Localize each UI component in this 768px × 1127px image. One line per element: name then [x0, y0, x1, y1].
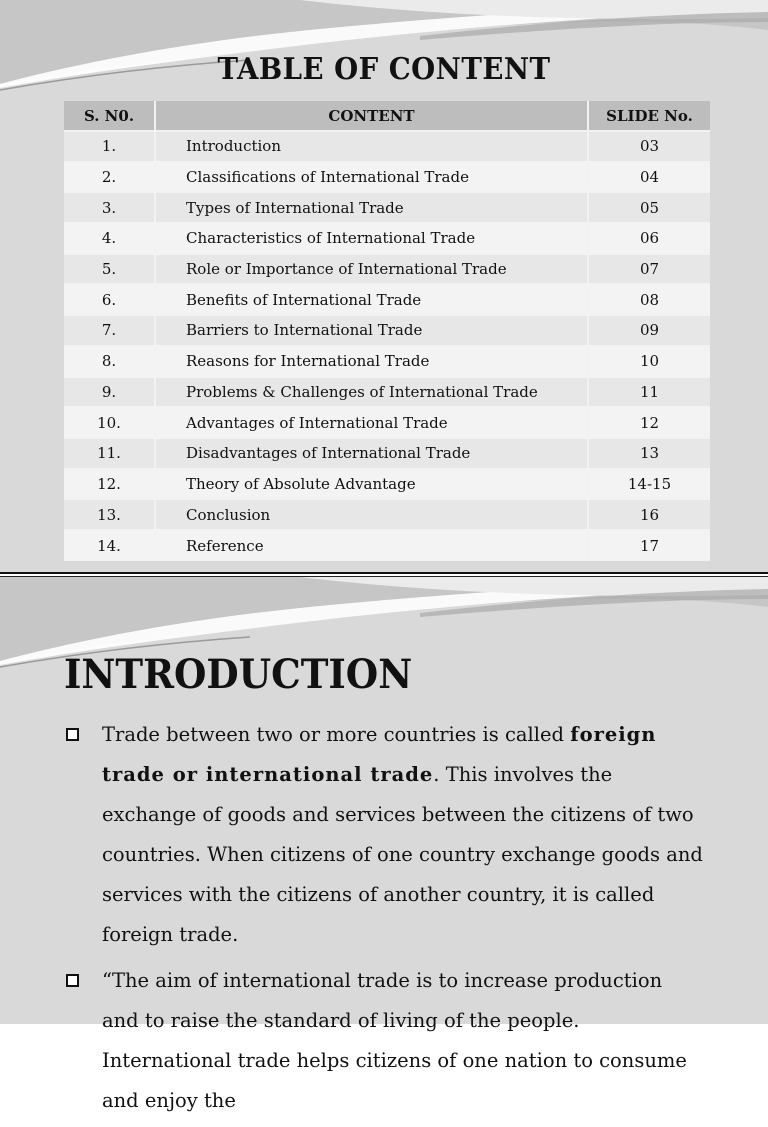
table-row — [64, 530, 710, 561]
table-row — [64, 254, 710, 285]
row-sno: 10. — [64, 407, 155, 438]
list-item — [64, 715, 704, 955]
row-slide: 09 — [588, 315, 710, 346]
header-content: CONTENT — [155, 101, 588, 131]
paragraph-text: “The aim of international trade is to increase production and to raise the standard of living of the people. International trade helps citizens of one nation to consume and enjoy the — [102, 969, 687, 1112]
row-slide: 05 — [588, 192, 710, 223]
row-content: Introduction — [155, 131, 588, 162]
table-row — [64, 315, 710, 346]
row-sno: 6. — [64, 284, 155, 315]
row-slide: 07 — [588, 254, 710, 285]
row-sno: 14. — [64, 530, 155, 561]
row-content: Conclusion — [155, 499, 588, 530]
row-sno: 3. — [64, 192, 155, 223]
square-bullet-icon — [66, 728, 79, 741]
row-content: Reference — [155, 530, 588, 561]
table-header-row — [64, 101, 710, 131]
row-sno: 11. — [64, 438, 155, 469]
row-slide: 17 — [588, 530, 710, 561]
row-slide: 10 — [588, 346, 710, 377]
introduction-slide — [0, 576, 768, 1112]
section-title: INTRODUCTION — [64, 651, 413, 698]
square-bullet-icon — [66, 974, 79, 987]
row-sno: 5. — [64, 254, 155, 285]
row-content: Types of International Trade — [155, 192, 588, 223]
row-slide: 06 — [588, 223, 710, 254]
row-slide: 16 — [588, 499, 710, 530]
row-sno: 2. — [64, 162, 155, 193]
row-slide: 14-15 — [588, 469, 710, 500]
table-row — [64, 192, 710, 223]
bullet-list — [64, 715, 704, 1127]
paragraph-text: Trade between two or more countries is called — [102, 723, 571, 746]
row-content: Reasons for International Trade — [155, 346, 588, 377]
toc-table — [64, 101, 710, 561]
table-row — [64, 469, 710, 500]
row-slide: 13 — [588, 438, 710, 469]
row-slide: 08 — [588, 284, 710, 315]
page-title: TABLE OF CONTENT — [217, 52, 551, 87]
row-sno: 4. — [64, 223, 155, 254]
row-sno: 8. — [64, 346, 155, 377]
table-row — [64, 223, 710, 254]
row-sno: 1. — [64, 131, 155, 162]
table-row — [64, 377, 710, 408]
paragraph-text: . This involves the exchange of goods and services between the citizens of two countries. When citizens of one country exchange goods and services with the citizens of another country, it is called foreign trade. — [102, 763, 703, 946]
row-sno: 13. — [64, 499, 155, 530]
table-row — [64, 499, 710, 530]
row-content: Role or Importance of International Trade — [155, 254, 588, 285]
row-content: Benefits of International Trade — [155, 284, 588, 315]
row-content: Disadvantages of International Trade — [155, 438, 588, 469]
row-slide: 03 — [588, 131, 710, 162]
row-content: Classifications of International Trade — [155, 162, 588, 193]
table-row — [64, 131, 710, 162]
row-sno: 12. — [64, 469, 155, 500]
row-content: Advantages of International Trade — [155, 407, 588, 438]
row-slide: 04 — [588, 162, 710, 193]
table-row — [64, 438, 710, 469]
row-sno: 7. — [64, 315, 155, 346]
table-row — [64, 284, 710, 315]
row-sno: 9. — [64, 377, 155, 408]
table-row — [64, 162, 710, 193]
table-row — [64, 407, 710, 438]
emphasis-text: foreign trade or international trade — [102, 723, 657, 786]
row-content: Theory of Absolute Advantage — [155, 469, 588, 500]
header-slide-no: SLIDE No. — [588, 101, 710, 131]
row-slide: 12 — [588, 407, 710, 438]
header-sno: S. N0. — [64, 101, 155, 131]
row-content: Characteristics of International Trade — [155, 223, 588, 254]
row-content: Barriers to International Trade — [155, 315, 588, 346]
table-row — [64, 346, 710, 377]
row-content: Problems & Challenges of International Trade — [155, 377, 588, 408]
row-slide: 11 — [588, 377, 710, 408]
list-item — [64, 961, 704, 1121]
